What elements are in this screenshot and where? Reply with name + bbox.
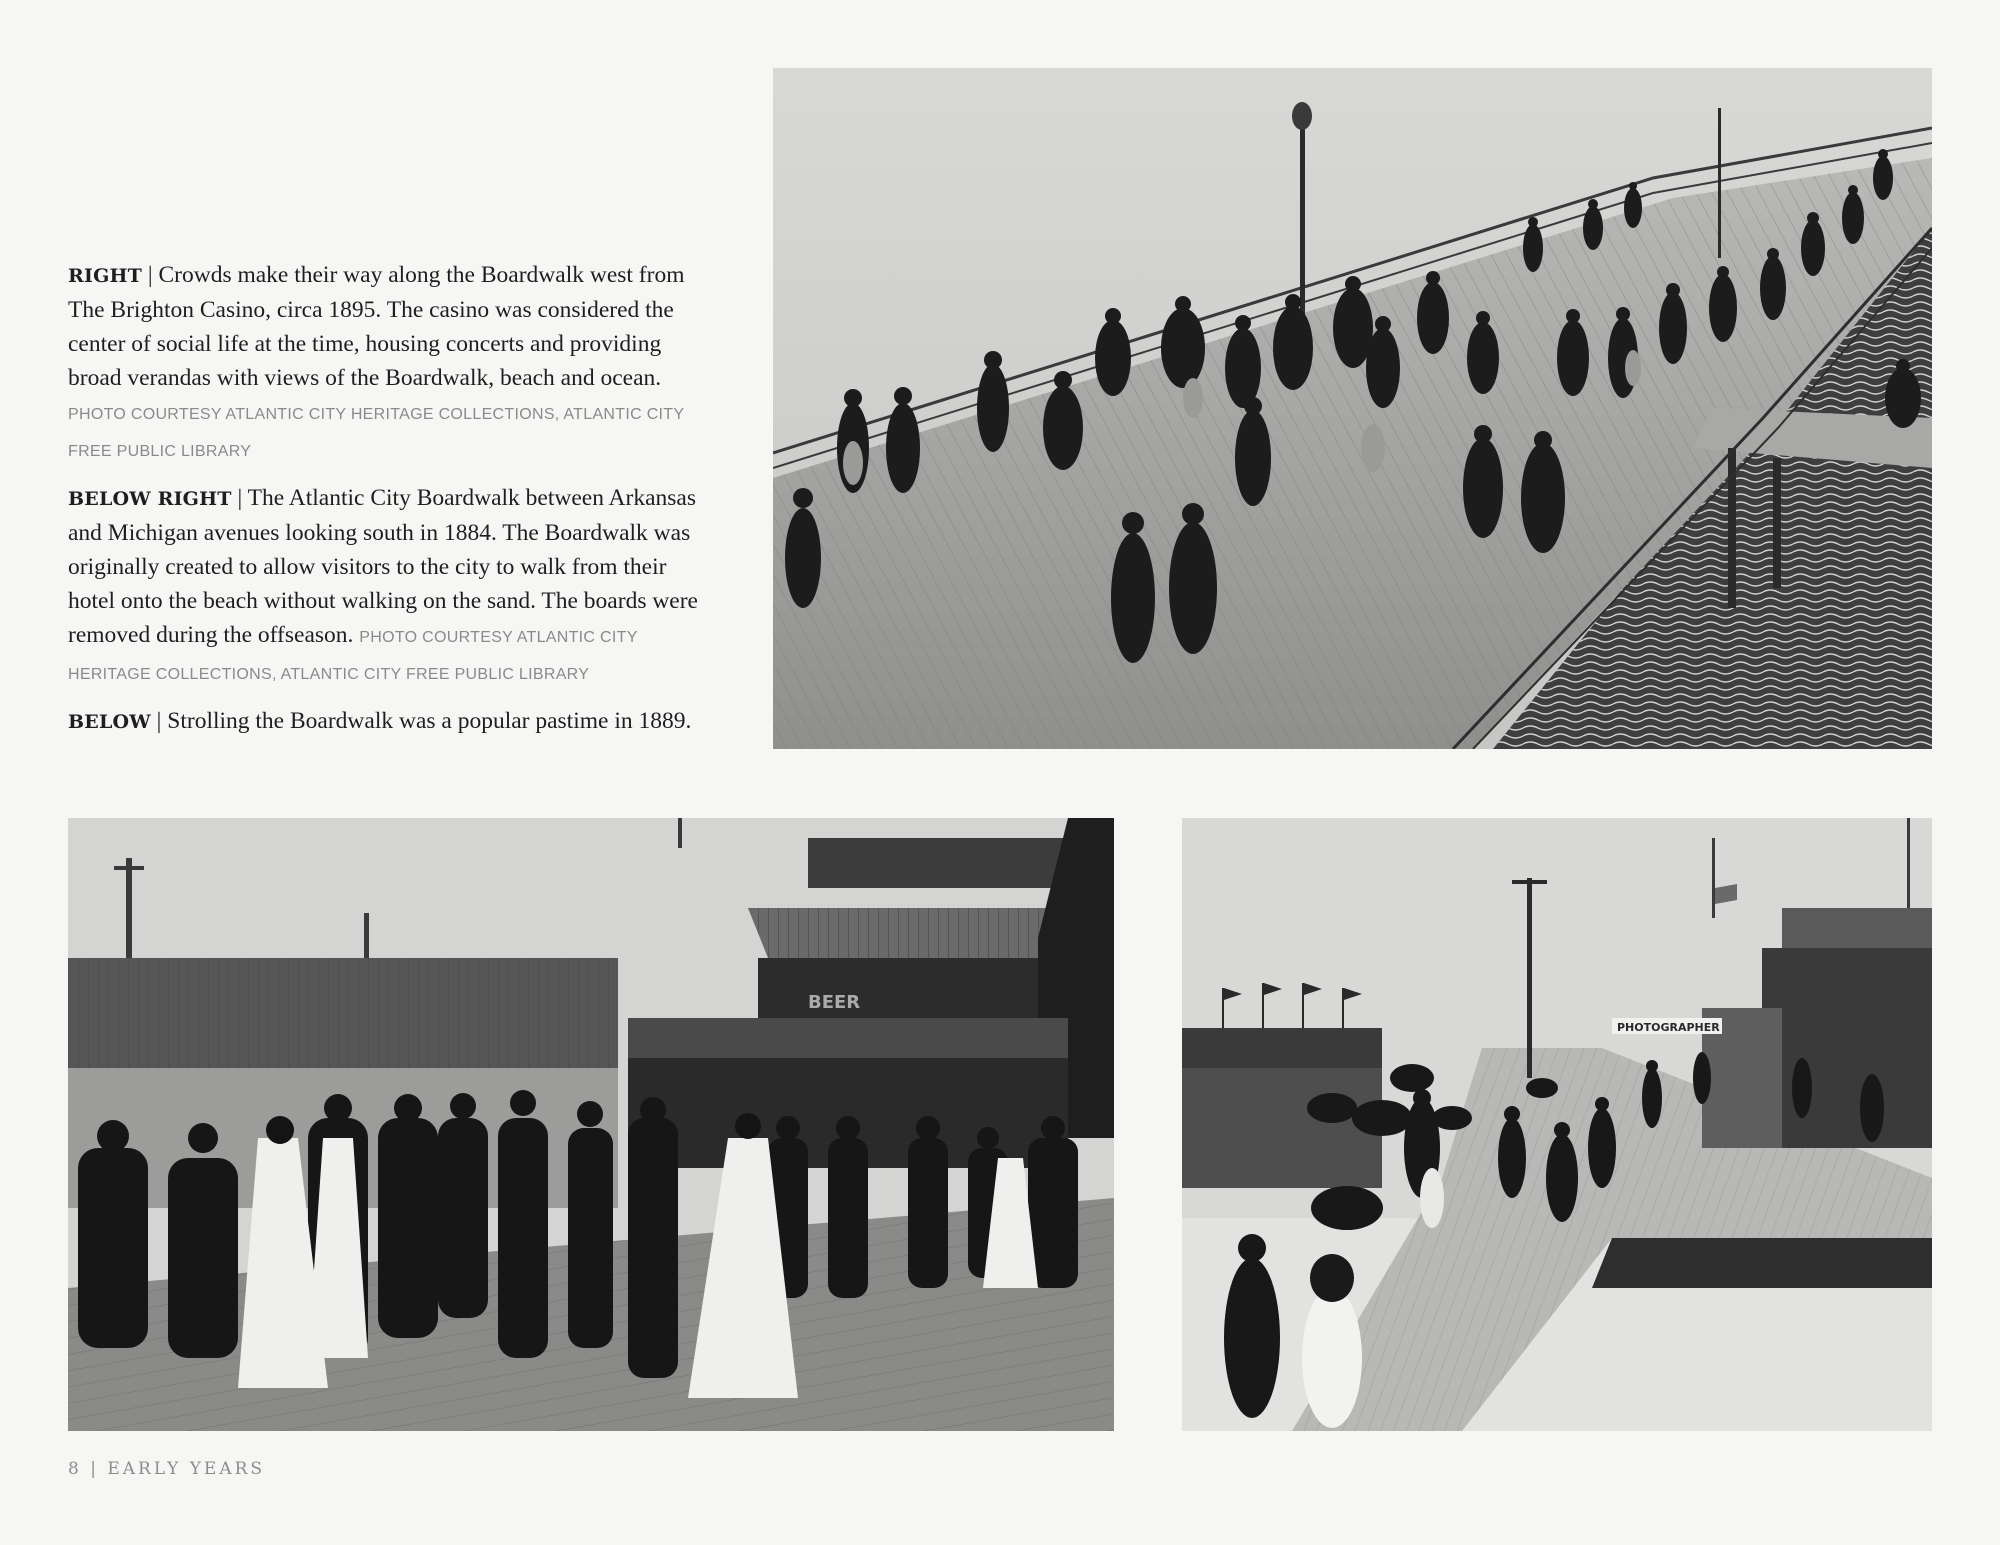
- photo-boardwalk-1884: [1182, 818, 1932, 1431]
- photo-below-right-image: [1182, 818, 1932, 1431]
- caption-label: BELOW RIGHT: [68, 488, 232, 510]
- page-footer: [68, 1459, 265, 1479]
- photo-boardwalk-brighton-casino: [773, 68, 1932, 749]
- caption-text: Strolling the Boardwalk was a popular pastime in 1889.: [167, 708, 692, 734]
- footer-separator: |: [90, 1459, 99, 1479]
- caption-separator: |: [237, 485, 243, 511]
- caption-label: BELOW: [68, 711, 151, 733]
- caption-separator: |: [147, 262, 153, 288]
- caption-text: Crowds make their way along the Boardwalk west from The Brighton Casino, circa 1895. The casino was considered the center of social life at the time, housing concerts and providing broad verandas with views of the Boardwalk, beach and ocean.: [68, 262, 685, 391]
- caption-text: The Atlantic City Boardwalk between Arkansas and Michigan avenues looking south in 1884. The Boardwalk was originally created to allow visitors to the city to walk from their hotel onto the beach without walking on the sand. The boards were removed during the offseason.: [68, 485, 698, 648]
- photo-credit: PHOTO COURTESY ATLANTIC CITY HERITAGE COLLECTIONS, ATLANTIC CITY FREE PUBLIC LIBRARY: [68, 406, 685, 460]
- caption-below: [68, 704, 718, 739]
- section-title: EARLY YEARS: [107, 1459, 266, 1479]
- photo-credit: PHOTO COURTESY ATLANTIC CITY HERITAGE COLLECTIONS, ATLANTIC CITY FREE PUBLIC LIBRARY: [68, 629, 638, 683]
- captions-column: [68, 258, 718, 751]
- caption-label: RIGHT: [68, 265, 142, 287]
- beer-sign: BEER: [808, 992, 861, 1013]
- caption-below-right: [68, 481, 718, 692]
- caption-right: [68, 258, 718, 469]
- caption-separator: |: [156, 708, 162, 734]
- photo-right-image: [773, 68, 1932, 749]
- page-number: 8: [68, 1459, 82, 1479]
- photographer-sign: PHOTOGRAPHER: [1617, 1021, 1720, 1034]
- photo-below-image: [68, 818, 1114, 1431]
- photo-boardwalk-1889: [68, 818, 1114, 1431]
